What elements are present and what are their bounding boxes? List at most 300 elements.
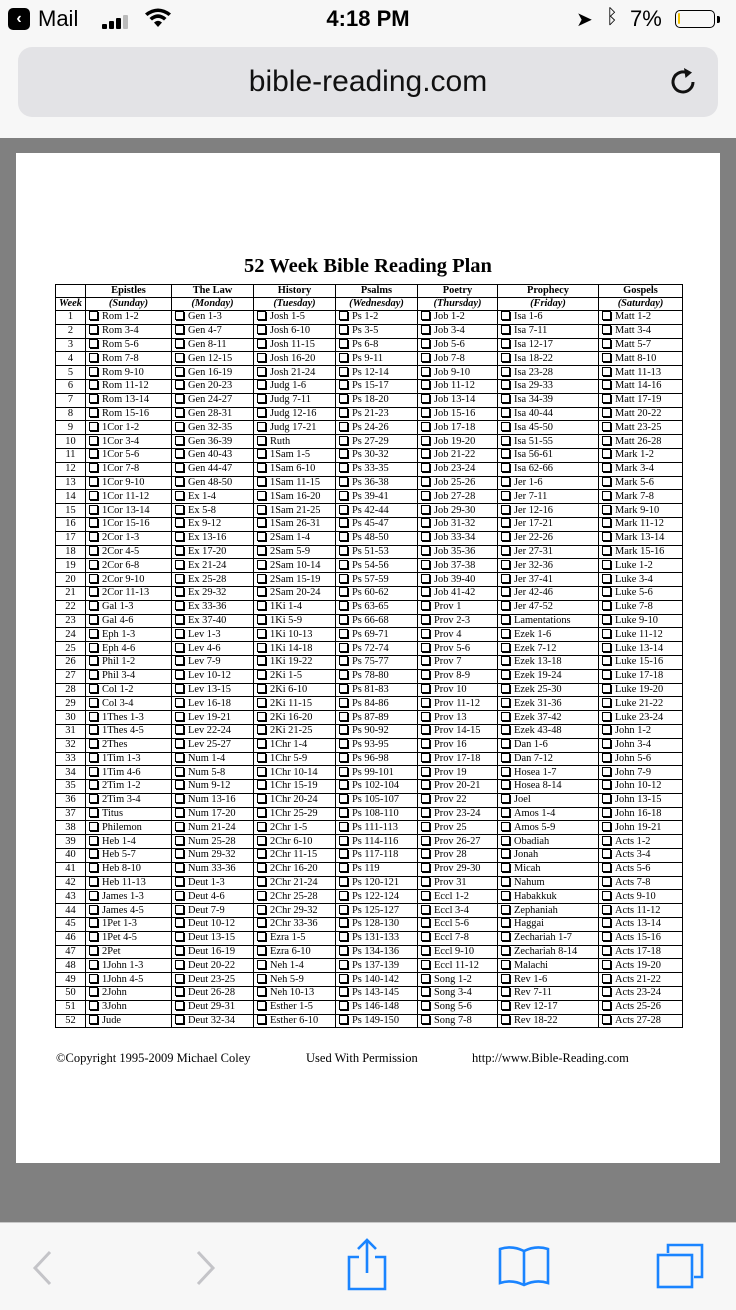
checkbox-icon[interactable] [175,587,184,596]
checkbox-icon[interactable] [175,436,184,445]
checkbox-icon[interactable] [257,891,266,900]
checkbox-icon[interactable] [175,477,184,486]
checkbox-icon[interactable] [602,987,611,996]
checkbox-icon[interactable] [89,877,98,886]
checkbox-icon[interactable] [421,629,430,638]
checkbox-icon[interactable] [501,463,510,472]
checkbox-icon[interactable] [89,353,98,362]
checkbox-icon[interactable] [175,367,184,376]
checkbox-icon[interactable] [89,808,98,817]
checkbox-icon[interactable] [339,794,348,803]
checkbox-icon[interactable] [339,380,348,389]
checkbox-icon[interactable] [421,436,430,445]
checkbox-icon[interactable] [175,394,184,403]
checkbox-icon[interactable] [501,946,510,955]
back-to-app-label[interactable]: Mail [38,6,79,31]
checkbox-icon[interactable] [602,836,611,845]
checkbox-icon[interactable] [89,629,98,638]
checkbox-icon[interactable] [501,849,510,858]
checkbox-icon[interactable] [602,491,611,500]
checkbox-icon[interactable] [257,974,266,983]
checkbox-icon[interactable] [501,960,510,969]
checkbox-icon[interactable] [339,836,348,845]
checkbox-icon[interactable] [89,380,98,389]
checkbox-icon[interactable] [339,753,348,762]
checkbox-icon[interactable] [339,822,348,831]
checkbox-icon[interactable] [339,463,348,472]
checkbox-icon[interactable] [501,449,510,458]
checkbox-icon[interactable] [421,932,430,941]
checkbox-icon[interactable] [89,587,98,596]
checkbox-icon[interactable] [421,353,430,362]
checkbox-icon[interactable] [602,656,611,665]
checkbox-icon[interactable] [257,505,266,514]
checkbox-icon[interactable] [339,518,348,527]
checkbox-icon[interactable] [89,449,98,458]
checkbox-icon[interactable] [421,891,430,900]
share-icon[interactable] [345,1237,389,1293]
checkbox-icon[interactable] [89,863,98,872]
checkbox-icon[interactable] [501,325,510,334]
checkbox-icon[interactable] [339,325,348,334]
checkbox-icon[interactable] [602,546,611,555]
checkbox-icon[interactable] [339,932,348,941]
checkbox-icon[interactable] [602,532,611,541]
checkbox-icon[interactable] [257,463,266,472]
checkbox-icon[interactable] [257,574,266,583]
checkbox-icon[interactable] [501,546,510,555]
checkbox-icon[interactable] [339,725,348,734]
checkbox-icon[interactable] [339,1001,348,1010]
checkbox-icon[interactable] [339,339,348,348]
checkbox-icon[interactable] [257,1015,266,1024]
checkbox-icon[interactable] [257,325,266,334]
checkbox-icon[interactable] [501,822,510,831]
checkbox-icon[interactable] [339,739,348,748]
checkbox-icon[interactable] [501,629,510,638]
checkbox-icon[interactable] [501,505,510,514]
checkbox-icon[interactable] [89,491,98,500]
checkbox-icon[interactable] [501,532,510,541]
chevron-left-icon[interactable] [30,1249,54,1287]
checkbox-icon[interactable] [257,311,266,320]
checkbox-icon[interactable] [602,849,611,858]
checkbox-icon[interactable] [421,974,430,983]
checkbox-icon[interactable] [175,918,184,927]
checkbox-icon[interactable] [257,849,266,858]
checkbox-icon[interactable] [501,863,510,872]
checkbox-icon[interactable] [421,780,430,789]
checkbox-icon[interactable] [175,877,184,886]
checkbox-icon[interactable] [175,974,184,983]
checkbox-icon[interactable] [602,463,611,472]
checkbox-icon[interactable] [257,643,266,652]
checkbox-icon[interactable] [501,836,510,845]
checkbox-icon[interactable] [339,477,348,486]
checkbox-icon[interactable] [339,712,348,721]
checkbox-icon[interactable] [602,960,611,969]
checkbox-icon[interactable] [501,518,510,527]
checkbox-icon[interactable] [339,560,348,569]
checkbox-icon[interactable] [89,643,98,652]
checkbox-icon[interactable] [257,794,266,803]
checkbox-icon[interactable] [257,615,266,624]
checkbox-icon[interactable] [421,449,430,458]
checkbox-icon[interactable] [89,574,98,583]
checkbox-icon[interactable] [89,946,98,955]
checkbox-icon[interactable] [339,698,348,707]
checkbox-icon[interactable] [339,422,348,431]
checkbox-icon[interactable] [175,518,184,527]
checkbox-icon[interactable] [501,712,510,721]
checkbox-icon[interactable] [602,670,611,679]
checkbox-icon[interactable] [602,643,611,652]
checkbox-icon[interactable] [89,546,98,555]
checkbox-icon[interactable] [257,477,266,486]
checkbox-icon[interactable] [421,698,430,707]
checkbox-icon[interactable] [421,546,430,555]
checkbox-icon[interactable] [175,836,184,845]
checkbox-icon[interactable] [421,505,430,514]
checkbox-icon[interactable] [339,574,348,583]
checkbox-icon[interactable] [175,946,184,955]
checkbox-icon[interactable] [257,353,266,362]
checkbox-icon[interactable] [175,422,184,431]
checkbox-icon[interactable] [257,629,266,638]
checkbox-icon[interactable] [602,753,611,762]
checkbox-icon[interactable] [421,325,430,334]
checkbox-icon[interactable] [175,408,184,417]
checkbox-icon[interactable] [257,394,266,403]
checkbox-icon[interactable] [501,739,510,748]
checkbox-icon[interactable] [501,670,510,679]
checkbox-icon[interactable] [89,739,98,748]
checkbox-icon[interactable] [257,656,266,665]
checkbox-icon[interactable] [501,684,510,693]
checkbox-icon[interactable] [257,449,266,458]
checkbox-icon[interactable] [602,932,611,941]
checkbox-icon[interactable] [339,615,348,624]
checkbox-icon[interactable] [501,698,510,707]
checkbox-icon[interactable] [89,836,98,845]
checkbox-icon[interactable] [501,436,510,445]
checkbox-icon[interactable] [89,780,98,789]
checkbox-icon[interactable] [501,380,510,389]
checkbox-icon[interactable] [421,1001,430,1010]
checkbox-icon[interactable] [339,974,348,983]
checkbox-icon[interactable] [339,491,348,500]
checkbox-icon[interactable] [421,380,430,389]
checkbox-icon[interactable] [89,532,98,541]
checkbox-icon[interactable] [175,849,184,858]
checkbox-icon[interactable] [421,491,430,500]
checkbox-icon[interactable] [339,1015,348,1024]
checkbox-icon[interactable] [602,560,611,569]
checkbox-icon[interactable] [602,891,611,900]
checkbox-icon[interactable] [602,767,611,776]
checkbox-icon[interactable] [421,643,430,652]
checkbox-icon[interactable] [602,863,611,872]
checkbox-icon[interactable] [421,339,430,348]
checkbox-icon[interactable] [421,670,430,679]
checkbox-icon[interactable] [501,643,510,652]
checkbox-icon[interactable] [421,656,430,665]
checkbox-icon[interactable] [257,905,266,914]
checkbox-icon[interactable] [339,601,348,610]
checkbox-icon[interactable] [175,725,184,734]
checkbox-icon[interactable] [257,822,266,831]
checkbox-icon[interactable] [602,877,611,886]
checkbox-icon[interactable] [339,987,348,996]
checkbox-icon[interactable] [602,587,611,596]
checkbox-icon[interactable] [257,587,266,596]
checkbox-icon[interactable] [257,987,266,996]
checkbox-icon[interactable] [339,643,348,652]
checkbox-icon[interactable] [89,753,98,762]
checkbox-icon[interactable] [257,946,266,955]
checkbox-icon[interactable] [421,518,430,527]
checkbox-icon[interactable] [602,905,611,914]
checkbox-icon[interactable] [501,560,510,569]
checkbox-icon[interactable] [602,629,611,638]
checkbox-icon[interactable] [89,849,98,858]
checkbox-icon[interactable] [339,863,348,872]
checkbox-icon[interactable] [175,629,184,638]
checkbox-icon[interactable] [602,449,611,458]
checkbox-icon[interactable] [602,367,611,376]
checkbox-icon[interactable] [602,518,611,527]
checkbox-icon[interactable] [89,394,98,403]
checkbox-icon[interactable] [602,436,611,445]
checkbox-icon[interactable] [421,394,430,403]
checkbox-icon[interactable] [501,394,510,403]
checkbox-icon[interactable] [175,767,184,776]
checkbox-icon[interactable] [89,422,98,431]
checkbox-icon[interactable] [339,849,348,858]
checkbox-icon[interactable] [175,615,184,624]
checkbox-icon[interactable] [257,932,266,941]
checkbox-icon[interactable] [602,974,611,983]
checkbox-icon[interactable] [602,946,611,955]
checkbox-icon[interactable] [421,946,430,955]
checkbox-icon[interactable] [175,684,184,693]
checkbox-icon[interactable] [602,505,611,514]
checkbox-icon[interactable] [175,491,184,500]
checkbox-icon[interactable] [339,877,348,886]
checkbox-icon[interactable] [501,491,510,500]
checkbox-icon[interactable] [421,367,430,376]
checkbox-icon[interactable] [339,546,348,555]
checkbox-icon[interactable] [602,808,611,817]
checkbox-icon[interactable] [175,712,184,721]
checkbox-icon[interactable] [257,339,266,348]
reload-icon[interactable] [666,65,700,99]
checkbox-icon[interactable] [257,960,266,969]
checkbox-icon[interactable] [89,794,98,803]
checkbox-icon[interactable] [602,408,611,417]
checkbox-icon[interactable] [175,339,184,348]
checkbox-icon[interactable] [175,311,184,320]
checkbox-icon[interactable] [421,532,430,541]
checkbox-icon[interactable] [257,560,266,569]
address-bar[interactable] [18,47,718,117]
checkbox-icon[interactable] [89,822,98,831]
checkbox-icon[interactable] [339,394,348,403]
checkbox-icon[interactable] [175,794,184,803]
checkbox-icon[interactable] [175,932,184,941]
checkbox-icon[interactable] [175,601,184,610]
checkbox-icon[interactable] [89,408,98,417]
checkbox-icon[interactable] [501,974,510,983]
checkbox-icon[interactable] [89,505,98,514]
checkbox-icon[interactable] [257,808,266,817]
checkbox-icon[interactable] [501,353,510,362]
checkbox-icon[interactable] [89,932,98,941]
checkbox-icon[interactable] [257,546,266,555]
checkbox-icon[interactable] [89,891,98,900]
checkbox-icon[interactable] [175,532,184,541]
checkbox-icon[interactable] [89,670,98,679]
checkbox-icon[interactable] [175,780,184,789]
checkbox-icon[interactable] [89,463,98,472]
checkbox-icon[interactable] [421,905,430,914]
checkbox-icon[interactable] [89,615,98,624]
checkbox-icon[interactable] [89,698,98,707]
checkbox-icon[interactable] [602,698,611,707]
checkbox-icon[interactable] [602,712,611,721]
checkbox-icon[interactable] [421,477,430,486]
checkbox-icon[interactable] [257,712,266,721]
checkbox-icon[interactable] [89,1015,98,1024]
checkbox-icon[interactable] [257,877,266,886]
checkbox-icon[interactable] [175,505,184,514]
checkbox-icon[interactable] [89,560,98,569]
checkbox-icon[interactable] [602,339,611,348]
checkbox-icon[interactable] [339,532,348,541]
checkbox-icon[interactable] [175,463,184,472]
checkbox-icon[interactable] [602,380,611,389]
checkbox-icon[interactable] [175,574,184,583]
checkbox-icon[interactable] [421,408,430,417]
checkbox-icon[interactable] [175,546,184,555]
checkbox-icon[interactable] [89,325,98,334]
checkbox-icon[interactable] [339,891,348,900]
checkbox-icon[interactable] [89,918,98,927]
checkbox-icon[interactable] [339,905,348,914]
checkbox-icon[interactable] [421,1015,430,1024]
checkbox-icon[interactable] [421,587,430,596]
checkbox-icon[interactable] [339,449,348,458]
checkbox-icon[interactable] [175,1001,184,1010]
checkbox-icon[interactable] [501,656,510,665]
checkbox-icon[interactable] [421,794,430,803]
checkbox-icon[interactable] [501,987,510,996]
checkbox-icon[interactable] [339,684,348,693]
checkbox-icon[interactable] [339,918,348,927]
checkbox-icon[interactable] [339,505,348,514]
checkbox-icon[interactable] [602,422,611,431]
checkbox-icon[interactable] [89,518,98,527]
checkbox-icon[interactable] [602,574,611,583]
checkbox-icon[interactable] [421,311,430,320]
checkbox-icon[interactable] [175,808,184,817]
book-icon[interactable] [497,1245,551,1287]
checkbox-icon[interactable] [89,311,98,320]
checkbox-icon[interactable] [501,339,510,348]
checkbox-icon[interactable] [501,753,510,762]
checkbox-icon[interactable] [175,560,184,569]
checkbox-icon[interactable] [257,408,266,417]
checkbox-icon[interactable] [339,656,348,665]
checkbox-icon[interactable] [421,601,430,610]
checkbox-icon[interactable] [602,353,611,362]
checkbox-icon[interactable] [175,960,184,969]
checkbox-icon[interactable] [339,367,348,376]
checkbox-icon[interactable] [421,808,430,817]
checkbox-icon[interactable] [602,822,611,831]
checkbox-icon[interactable] [421,684,430,693]
checkbox-icon[interactable] [602,601,611,610]
checkbox-icon[interactable] [175,643,184,652]
checkbox-icon[interactable] [421,849,430,858]
checkbox-icon[interactable] [257,367,266,376]
checkbox-icon[interactable] [602,477,611,486]
checkbox-icon[interactable] [89,1001,98,1010]
checkbox-icon[interactable] [339,587,348,596]
checkbox-icon[interactable] [257,918,266,927]
checkbox-icon[interactable] [175,325,184,334]
checkbox-icon[interactable] [257,422,266,431]
checkbox-icon[interactable] [602,394,611,403]
checkbox-icon[interactable] [421,863,430,872]
checkbox-icon[interactable] [602,780,611,789]
checkbox-icon[interactable] [257,491,266,500]
checkbox-icon[interactable] [89,436,98,445]
checkbox-icon[interactable] [421,615,430,624]
checkbox-icon[interactable] [257,863,266,872]
chevron-right-icon[interactable] [194,1249,218,1287]
checkbox-icon[interactable] [421,877,430,886]
checkbox-icon[interactable] [175,822,184,831]
checkbox-icon[interactable] [339,960,348,969]
checkbox-icon[interactable] [257,380,266,389]
checkbox-icon[interactable] [602,684,611,693]
checkbox-icon[interactable] [339,353,348,362]
checkbox-icon[interactable] [501,408,510,417]
checkbox-icon[interactable] [175,1015,184,1024]
checkbox-icon[interactable] [501,574,510,583]
checkbox-icon[interactable] [175,449,184,458]
checkbox-icon[interactable] [421,822,430,831]
checkbox-icon[interactable] [501,905,510,914]
checkbox-icon[interactable] [602,615,611,624]
checkbox-icon[interactable] [339,780,348,789]
checkbox-icon[interactable] [257,836,266,845]
checkbox-icon[interactable] [602,325,611,334]
checkbox-icon[interactable] [339,670,348,679]
checkbox-icon[interactable] [257,739,266,748]
checkbox-icon[interactable] [501,877,510,886]
checkbox-icon[interactable] [501,422,510,431]
checkbox-icon[interactable] [421,767,430,776]
checkbox-icon[interactable] [421,422,430,431]
checkbox-icon[interactable] [257,601,266,610]
checkbox-icon[interactable] [175,380,184,389]
checkbox-icon[interactable] [421,739,430,748]
checkbox-icon[interactable] [175,670,184,679]
checkbox-icon[interactable] [89,905,98,914]
checkbox-icon[interactable] [501,891,510,900]
